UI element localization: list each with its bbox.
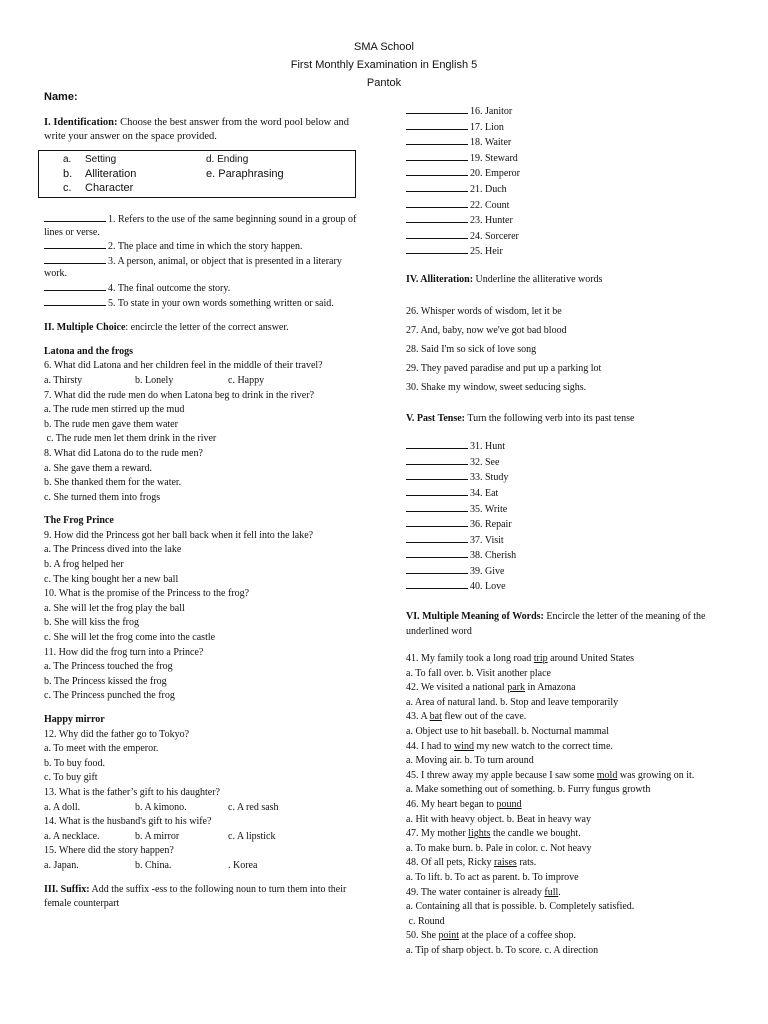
suffix-word: 20. Emperor <box>470 168 520 180</box>
suffix-word: 21. Duch <box>470 183 507 195</box>
suffix-word: 18. Waiter <box>470 137 512 149</box>
answer-blank[interactable] <box>44 281 106 291</box>
part5-instruction: Turn the following verb into its past tense <box>465 412 635 424</box>
q6-options <box>44 374 364 389</box>
id-item-text: 5. To state in your own words something written or said. <box>108 297 334 309</box>
answer-blank[interactable] <box>406 244 468 254</box>
suffix-word: 25. Heir <box>470 246 503 258</box>
question-42 <box>406 681 736 696</box>
part6-heading <box>406 609 736 639</box>
option[interactable]: c. Happy <box>228 374 265 386</box>
suffix-items <box>406 104 736 260</box>
option[interactable]: a. A doll. <box>44 801 81 813</box>
suffix-item <box>406 166 736 182</box>
right-column <box>406 104 736 959</box>
answer-blank[interactable] <box>406 166 468 176</box>
q46-options[interactable]: a. Hit with heavy object. b. Beat in heavy way <box>406 813 591 825</box>
suffix-item <box>406 104 736 120</box>
option[interactable]: c. The king bought her a new ball <box>44 573 179 585</box>
underlined-word: bat <box>429 711 442 723</box>
multiple-meaning-items <box>406 652 736 958</box>
suffix-word: 16. Janitor <box>470 106 513 117</box>
q14-options <box>44 830 364 845</box>
q-text: 46. My heart began to <box>406 799 497 811</box>
question-10: 10. What is the promise of the Princess to the frog? <box>44 588 250 600</box>
q-text: in Amazona <box>525 682 576 694</box>
suffix-item <box>406 120 736 136</box>
answer-blank[interactable] <box>406 533 468 543</box>
name-label: Name: <box>44 91 78 103</box>
left-column <box>44 116 364 911</box>
q-text: 41. My family took a long road <box>406 653 534 665</box>
question-6: 6. What did Latona and her children feel in the middle of their travel? <box>44 360 323 372</box>
option[interactable]: c. To buy gift <box>44 772 98 784</box>
q-text: 49. The water container is already <box>406 886 545 898</box>
underlined-word: wind <box>454 740 475 752</box>
part3-title: III. Suffix: <box>44 883 90 895</box>
past-tense-item <box>406 455 736 471</box>
q-text: around United States <box>547 653 635 665</box>
story-title-frog-prince: The Frog Prince <box>44 515 114 527</box>
suffix-item <box>406 213 736 229</box>
answer-blank[interactable] <box>406 439 468 449</box>
q13-options <box>44 801 364 816</box>
option[interactable]: b. A kimono. <box>135 801 187 813</box>
part2-title: II. Multiple Choice <box>44 322 126 334</box>
q-text: rats. <box>516 857 537 869</box>
pool-word-character: Character <box>85 182 134 194</box>
q-text: 43. A <box>406 711 430 723</box>
past-tense-item <box>406 517 736 533</box>
question-11: 11. How did the frog turn into a Prince? <box>44 646 204 658</box>
alliteration-items <box>406 302 736 398</box>
q-text: . <box>558 886 561 898</box>
q-text: 48. Of all pets, Ricky <box>406 857 495 869</box>
past-tense-item <box>406 502 736 518</box>
word-pool-row <box>63 167 355 181</box>
suffix-item <box>406 182 736 198</box>
question-45 <box>406 769 736 784</box>
suffix-word: 24. Sorcerer <box>470 230 519 242</box>
past-tense-item <box>406 470 736 486</box>
answer-blank[interactable] <box>44 212 106 222</box>
answer-blank[interactable] <box>406 198 468 208</box>
verb: 32. See <box>470 456 500 468</box>
answer-blank[interactable] <box>406 470 468 480</box>
underlined-word: mold <box>596 769 618 781</box>
q42-options[interactable]: a. Area of natural land. b. Stop and leave temporarily <box>406 696 619 708</box>
suffix-item <box>406 229 736 245</box>
suffix-word: 22. Count <box>470 199 510 211</box>
word-pool <box>38 150 356 198</box>
underlined-word: lights <box>468 828 491 840</box>
id-item-text: 3. A person, animal, or object that is presented in a literary work. <box>44 255 342 280</box>
underlined-word: trip <box>533 653 548 665</box>
q49-options[interactable]: a. Containing all that is possible. b. Completely satisfied. <box>406 901 635 913</box>
option[interactable]: b. China. <box>135 859 172 871</box>
q47-options[interactable]: a. To make burn. b. Pale in color. c. Not heavy <box>406 842 592 854</box>
alliteration-item: 26. Whisper words of wisdom, let it be <box>406 305 562 317</box>
option[interactable]: b. To buy food. <box>44 757 106 769</box>
answer-blank[interactable] <box>406 579 468 589</box>
past-tense-item <box>406 439 736 455</box>
answer-blank[interactable] <box>44 296 106 306</box>
suffix-item <box>406 151 736 167</box>
verb: 31. Hunt <box>470 441 505 453</box>
option[interactable]: a. Thirsty <box>44 374 83 386</box>
answer-blank[interactable] <box>406 502 468 512</box>
part1-heading <box>44 116 364 144</box>
verb: 37. Visit <box>470 534 504 546</box>
q-text: 42. We visited a national <box>406 682 508 694</box>
question-50 <box>406 929 736 944</box>
question-14: 14. What is the husband's gift to his wife? <box>44 816 212 828</box>
q-text: was growing on it. <box>617 769 695 781</box>
past-tense-item <box>406 486 736 502</box>
verb: 33. Study <box>470 472 509 484</box>
option[interactable]: c. A lipstick <box>228 830 276 842</box>
option[interactable]: b. Lonely <box>135 374 174 386</box>
part3-instruction: Add the suffix -ess to the following noun to turn them into their female counterpart <box>44 883 347 909</box>
q43-options[interactable]: a. Object use to hit baseball. b. Nocturnal mammal <box>406 726 609 738</box>
question-7: 7. What did the rude men do when Latona beg to drink in the river? <box>44 389 315 401</box>
question-8: 8. What did Latona do to the rude men? <box>44 447 203 459</box>
school-name: SMA School <box>354 41 414 53</box>
question-48 <box>406 856 736 871</box>
underlined-word: full <box>544 886 559 898</box>
question-47 <box>406 827 736 842</box>
question-12: 12. Why did the father go to Tokyo? <box>44 728 190 740</box>
option[interactable]: a. She gave them a reward. <box>44 462 153 474</box>
option[interactable]: a. Japan. <box>44 859 79 871</box>
q-text: 47. My mother <box>406 828 469 840</box>
answer-blank[interactable] <box>406 182 468 192</box>
q48-options[interactable]: a. To lift. b. To act as parent. b. To improve <box>406 871 579 883</box>
option[interactable]: . Korea <box>228 859 258 871</box>
past-tense-item <box>406 533 736 549</box>
answer-blank[interactable] <box>406 151 468 161</box>
option[interactable]: c. The Princess punched the frog <box>44 690 175 702</box>
q-text: flew out of the cave. <box>441 711 527 723</box>
option[interactable]: a. The rude men stirred up the mud <box>44 404 185 416</box>
part4-instruction: Underline the alliterative words <box>473 273 603 285</box>
word-pool-row <box>63 181 355 195</box>
q45-options[interactable]: a. Make something out of something. b. Furry fungus growth <box>406 784 651 796</box>
exam-title: First Monthly Examination in English 5 <box>290 59 478 71</box>
question-13: 13. What is the father’s gift to his daughter? <box>44 786 220 798</box>
question-44 <box>406 740 736 755</box>
answer-blank[interactable] <box>44 239 106 249</box>
option[interactable]: a. To meet with the emperor. <box>44 743 159 755</box>
answer-blank[interactable] <box>406 548 468 558</box>
id-item <box>44 239 364 254</box>
part5-heading <box>406 412 736 427</box>
question-46 <box>406 798 736 813</box>
q50-options[interactable]: a. Tip of sharp object. b. To score. c. A direction <box>406 944 599 956</box>
option[interactable]: c. She will let the frog come into the castle <box>44 632 216 644</box>
q-text: at the place of a coffee shop. <box>459 930 577 942</box>
answer-blank[interactable] <box>406 517 468 527</box>
part1-title: I. Identification: <box>44 117 118 128</box>
id-item <box>44 212 364 239</box>
answer-blank[interactable] <box>406 229 468 239</box>
answer-blank[interactable] <box>406 135 468 145</box>
question-49 <box>406 886 736 901</box>
q-text: 45. I threw away my apple because I saw some <box>406 769 597 781</box>
part5-title: V. Past Tense: <box>406 412 465 424</box>
pool-word-paraphrasing: e. Paraphrasing <box>206 168 284 180</box>
option[interactable]: b. A mirror <box>135 830 180 842</box>
id-item <box>44 254 364 281</box>
answer-blank[interactable] <box>406 213 468 223</box>
verb: 39. Give <box>470 565 505 577</box>
part4-heading <box>406 273 736 288</box>
past-tense-items <box>406 439 736 595</box>
option[interactable]: c. The rude men let them drink in the river <box>44 433 217 445</box>
q-text: my new watch to the correct time. <box>474 740 613 752</box>
suffix-item <box>406 135 736 151</box>
verb: 38. Cherish <box>470 550 517 562</box>
option[interactable]: a. The Princess dived into the lake <box>44 544 182 556</box>
part6-instruction: Encircle the letter of the meaning of the underlined word <box>406 611 706 638</box>
part6-title: VI. Multiple Meaning of Words: <box>406 611 544 623</box>
option[interactable]: b. She will kiss the frog <box>44 617 139 629</box>
id-item-text: 4. The final outcome the story. <box>108 282 231 294</box>
suffix-item <box>406 244 736 260</box>
answer-blank[interactable] <box>406 455 468 465</box>
option[interactable]: b. The Princess kissed the frog <box>44 675 167 687</box>
pool-letter-b: b. <box>63 168 73 180</box>
question-43 <box>406 710 736 725</box>
suffix-word: 23. Hunter <box>470 215 513 227</box>
question-15: 15. Where did the story happen? <box>44 845 174 857</box>
story-title-happy-mirror: Happy mirror <box>44 714 105 725</box>
alliteration-item: 27. And, baby, now we've got bad blood <box>406 324 567 336</box>
answer-blank[interactable] <box>406 486 468 496</box>
q-text: 44. I had to <box>406 740 455 752</box>
alliteration-item: 30. Shake my window, sweet seducing sighs. <box>406 382 587 394</box>
identification-items <box>44 212 364 310</box>
underlined-word: raises <box>494 857 517 869</box>
verb: 40. Love <box>470 581 506 593</box>
verb: 35. Write <box>470 503 508 515</box>
part1-instruction: Choose the best answer from the word pool below and write your answer on the space provided. <box>44 117 350 142</box>
id-item <box>44 296 364 311</box>
part2-instruction: : encircle the letter of the correct answer. <box>125 322 289 334</box>
part2-heading <box>44 321 364 336</box>
option[interactable]: a. The Princess touched the frog <box>44 661 173 673</box>
q41-options[interactable]: a. To fall over. b. Visit another place <box>406 667 551 679</box>
past-tense-item <box>406 564 736 580</box>
pool-word-ending: d. Ending <box>206 154 249 165</box>
option[interactable]: b. The rude men gave them water <box>44 418 178 430</box>
option[interactable]: a. A necklace. <box>44 830 100 842</box>
option[interactable]: b. She thanked them for the water. <box>44 477 182 489</box>
suffix-word: 17. Lion <box>470 121 504 133</box>
answer-blank[interactable] <box>406 104 468 114</box>
alliteration-item: 29. They paved paradise and put up a parking lot <box>406 363 602 375</box>
pool-letter-c: c. <box>63 182 72 194</box>
option[interactable]: a. She will let the frog play the ball <box>44 602 185 614</box>
part4-title: IV. Alliteration: <box>406 273 474 285</box>
question-9: 9. How did the Princess got her ball back when it fell into the lake? <box>44 529 314 541</box>
q15-options <box>44 859 364 874</box>
answer-blank[interactable] <box>44 254 106 264</box>
pool-letter-a: a. <box>63 154 72 165</box>
alliteration-item: 28. Said I'm so sick of love song <box>406 343 537 355</box>
id-item <box>44 281 364 296</box>
underlined-word: park <box>507 682 525 694</box>
option[interactable]: c. She turned them into frogs <box>44 491 161 503</box>
part3-heading <box>44 883 364 911</box>
option[interactable]: b. A frog helped her <box>44 559 124 571</box>
underlined-word: pound <box>496 799 522 811</box>
verb: 36. Repair <box>470 519 512 531</box>
past-tense-item <box>406 579 736 595</box>
teacher-name: Pantok <box>366 77 402 89</box>
q-text: 50. She <box>406 930 439 942</box>
option[interactable]: c. A red sash <box>228 801 279 813</box>
underlined-word: point <box>438 930 460 942</box>
pool-word-setting: Setting <box>85 154 117 165</box>
q-text: the candle we bought. <box>490 828 581 840</box>
story-title-latona: Latona and the frogs <box>44 345 133 357</box>
id-item-text: 1. Refers to the use of the same beginning sound in a group of lines or verse. <box>44 214 357 238</box>
past-tense-item <box>406 548 736 564</box>
verb: 34. Eat <box>470 487 499 499</box>
answer-blank[interactable] <box>406 120 468 130</box>
answer-blank[interactable] <box>406 564 468 574</box>
word-pool-row <box>63 153 355 167</box>
question-41 <box>406 652 736 667</box>
suffix-item <box>406 198 736 214</box>
suffix-word: 19. Steward <box>470 152 518 164</box>
q49-option-c[interactable]: c. Round <box>406 915 445 927</box>
q44-options[interactable]: a. Moving air. b. To turn around <box>406 755 534 767</box>
exam-header <box>0 38 768 92</box>
id-item-text: 2. The place and time in which the story happen. <box>108 241 303 253</box>
pool-word-alliteration: Alliteration <box>85 168 137 180</box>
